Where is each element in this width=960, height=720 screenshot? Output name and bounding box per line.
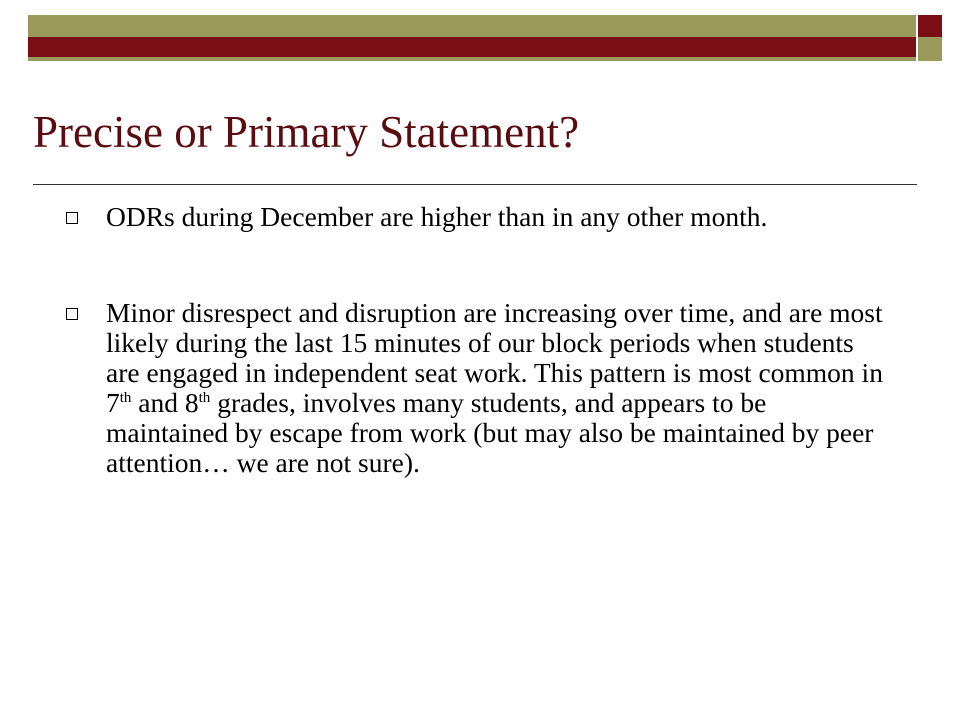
bullet-text-part: and 8 [131, 387, 199, 418]
header-band-olive-stripe [28, 15, 916, 37]
header-corner-maroon-block [918, 15, 942, 37]
header-band-maroon-stripe [28, 37, 916, 57]
bullet-text-part: Minor disrespect and disruption are increasing over time, and are most likely during the last 15 minutes of our block periods when students are engaged in independent seat work. This pattern is most common in 7 [106, 297, 883, 418]
ordinal-suffix: th [119, 390, 132, 406]
bullet-text: ODRs during December are higher than in any other month. [106, 201, 768, 232]
hollow-square-icon [66, 308, 78, 320]
header-band-olive-underline [28, 57, 916, 61]
slide-title: Precise or Primary Statement? [33, 107, 580, 157]
ordinal-suffix: th [198, 390, 211, 406]
bullet-item-minor-disrespect [64, 298, 894, 478]
bullet-text [106, 298, 894, 478]
bullet-list [64, 202, 894, 544]
header-band [0, 0, 960, 66]
bullet-text-part: grades, involves many students, and appears to be maintained by escape from work (but may also be maintained by peer attention… we are not sure). [106, 387, 874, 478]
hollow-square-icon [66, 212, 78, 224]
bullet-item-odrs-december [64, 202, 894, 232]
title-divider [33, 184, 917, 185]
header-corner-olive-block [918, 37, 942, 61]
